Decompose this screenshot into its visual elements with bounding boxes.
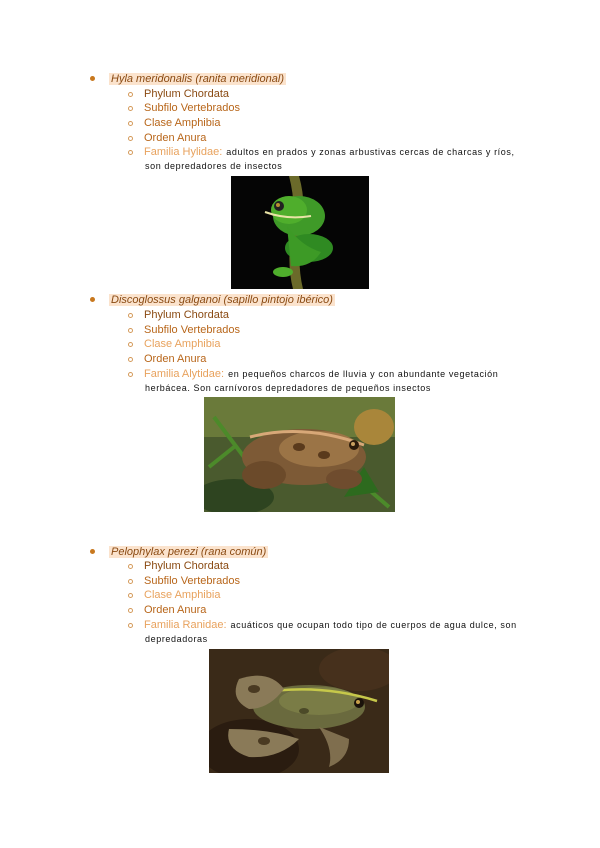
taxon-phylum-label: Phylum Chordata <box>144 560 229 572</box>
taxon-clase-label: Clase Amphibia <box>144 338 221 350</box>
taxon-familia <box>128 618 517 632</box>
taxon-subfilo <box>128 101 240 115</box>
frog-photo-common-frog <box>209 649 389 773</box>
species-description-cont: depredadoras <box>145 634 208 644</box>
taxon-phylum-label: Phylum Chordata <box>144 88 229 100</box>
species-title-row <box>90 71 286 86</box>
frog-photo-green-tree-frog <box>231 176 369 289</box>
taxon-phylum <box>128 559 229 573</box>
circle-bullet-icon <box>128 564 133 569</box>
taxon-clase <box>128 337 220 351</box>
taxon-subfilo-label: Subfilo Vertebrados <box>144 575 241 587</box>
circle-bullet-icon <box>128 121 133 126</box>
taxon-orden <box>128 603 206 617</box>
taxon-subfilo <box>128 574 240 588</box>
species-title-row <box>90 292 335 307</box>
circle-bullet-icon <box>128 579 133 584</box>
species-title: Hyla meridonalis (ranita meridional) <box>111 72 285 85</box>
taxon-orden-label: Orden Anura <box>144 353 207 365</box>
taxon-familia <box>128 367 498 381</box>
taxon-clase <box>128 116 220 130</box>
taxon-clase-label: Clase Amphibia <box>144 589 221 601</box>
taxon-subfilo-label: Subfilo Vertebrados <box>144 102 241 114</box>
species-description-cont: herbácea. Son carnívoros depredadores de pequeños insectos <box>145 383 431 393</box>
taxon-phylum <box>128 87 229 101</box>
circle-bullet-icon <box>128 328 133 333</box>
circle-bullet-icon <box>128 372 133 377</box>
taxon-orden-label: Orden Anura <box>144 132 207 144</box>
taxon-subfilo-label: Subfilo Vertebrados <box>144 324 241 336</box>
taxon-orden <box>128 131 206 145</box>
circle-bullet-icon <box>128 593 133 598</box>
circle-bullet-icon <box>128 150 133 155</box>
frog-photo-painted-frog <box>204 397 395 512</box>
taxon-phylum-label: Phylum Chordata <box>144 309 229 321</box>
species-description: adultos en prados y zonas arbustivas cercas de charcas y ríos, <box>226 147 515 157</box>
species-description-cont: son depredadores de insectos <box>145 161 283 171</box>
taxon-orden <box>128 352 206 366</box>
circle-bullet-icon <box>128 313 133 318</box>
taxon-phylum <box>128 308 229 322</box>
bullet-icon <box>90 549 95 554</box>
circle-bullet-icon <box>128 357 133 362</box>
taxon-familia-label: Familia Alytidae: <box>144 368 225 380</box>
taxon-subfilo <box>128 323 240 337</box>
taxon-familia-label: Familia Hylidae: <box>144 146 223 158</box>
taxon-clase-label: Clase Amphibia <box>144 117 221 129</box>
circle-bullet-icon <box>128 106 133 111</box>
circle-bullet-icon <box>128 136 133 141</box>
circle-bullet-icon <box>128 608 133 613</box>
taxon-orden-label: Orden Anura <box>144 604 207 616</box>
species-title-row <box>90 544 268 559</box>
species-description: en pequeños charcos de lluvia y con abundante vegetación <box>228 369 499 379</box>
circle-bullet-icon <box>128 342 133 347</box>
species-title: Discoglossus galganoi (sapillo pintojo ibérico) <box>111 293 333 306</box>
taxon-familia-label: Familia Ranidae: <box>144 619 227 631</box>
bullet-icon <box>90 297 95 302</box>
taxon-clase <box>128 588 220 602</box>
bullet-icon <box>90 76 95 81</box>
circle-bullet-icon <box>128 623 133 628</box>
taxon-familia <box>128 145 515 159</box>
circle-bullet-icon <box>128 92 133 97</box>
species-title: Pelophylax perezi (rana común) <box>111 545 267 558</box>
species-description: acuáticos que ocupan todo tipo de cuerpos de agua dulce, son <box>230 620 517 630</box>
